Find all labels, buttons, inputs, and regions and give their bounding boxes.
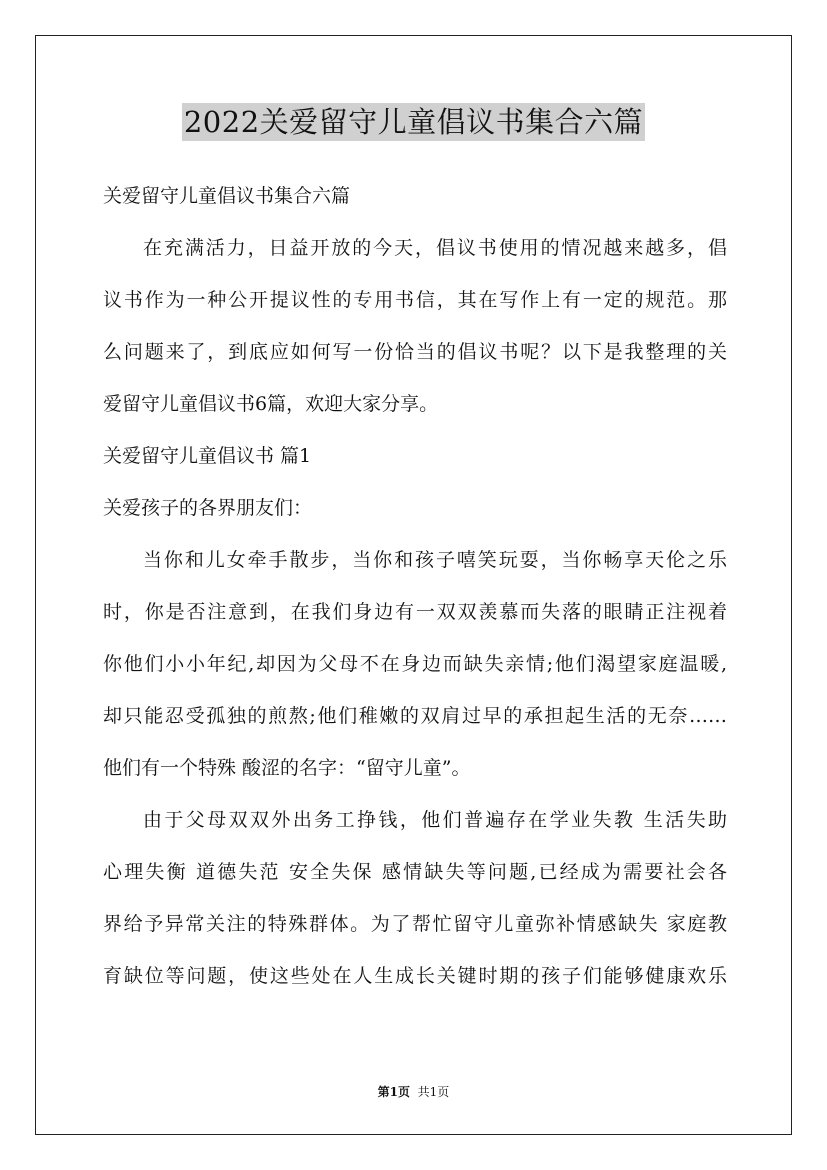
page-footer — [0, 1084, 827, 1100]
section-heading: 关爱留守儿童倡议书 篇1 — [103, 445, 312, 467]
subtitle-line: 关爱留守儿童倡议书集合六篇 — [103, 185, 351, 207]
paragraph-line: 界给予异常关注的特殊群体。为了帮忙留守儿童弥补情感缺失 家庭教 — [103, 913, 727, 935]
paragraph-line: 在充满活力，日益开放的今天，倡议书使用的情况越来越多，倡 — [143, 237, 727, 259]
title-container — [0, 103, 827, 141]
salutation-line: 关爱孩子的各界朋友们： — [103, 497, 313, 519]
paragraph-line: 由于父母双双外出务工挣钱，他们普遍存在学业失教 生活失助 — [143, 809, 727, 831]
document-body — [103, 170, 727, 1002]
document-title: 2022关爱留守儿童倡议书集合六篇 — [183, 105, 644, 139]
page-total: 共1页 — [417, 1085, 450, 1099]
paragraph-line: 议书作为一种公开提议性的专用书信，其在写作上有一定的规范。那 — [103, 289, 727, 311]
paragraph-line: 么问题来了，到底应如何写一份恰当的倡议书呢？以下是我整理的关 — [103, 341, 727, 363]
paragraph-line: 心理失衡 道德失范 安全失保 感情缺失等问题,已经成为需要社会各 — [103, 861, 727, 883]
paragraph-line: 爱留守儿童倡议书6篇，欢迎大家分享。 — [103, 393, 439, 415]
paragraph-line: 你他们小小年纪,却因为父母不在身边而缺失亲情;他们渴望家庭温暖, — [103, 653, 727, 675]
paragraph-line: 育缺位等问题，使这些处在人生成长关键时期的孩子们能够健康欢乐 — [103, 965, 727, 987]
paragraph-line: 时，你是否注意到，在我们身边有一双双羡慕而失落的眼睛正注视着 — [103, 601, 727, 623]
paragraph-line: 他们有一个特殊 酸涩的名字：“留守儿童”。 — [103, 757, 471, 779]
paragraph-line: 当你和儿女牵手散步，当你和孩子嘻笑玩耍，当你畅享天伦之乐 — [143, 549, 727, 571]
page-number: 第1页 — [377, 1085, 411, 1099]
paragraph-line: 却只能忍受孤独的煎熬;他们稚嫩的双肩过早的承担起生活的无奈…… — [103, 705, 727, 727]
